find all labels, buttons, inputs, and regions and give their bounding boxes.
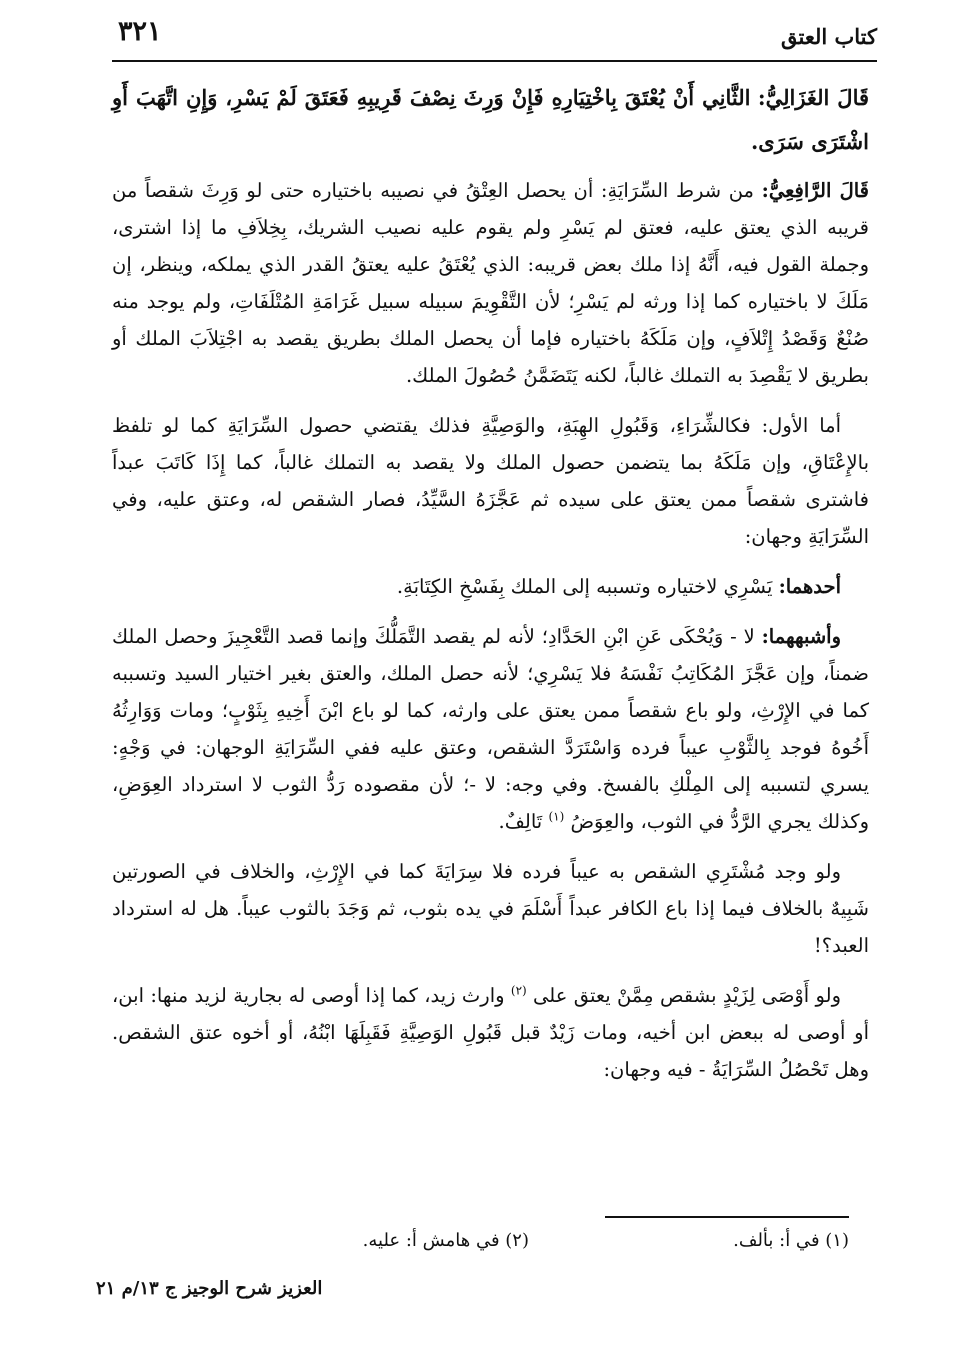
footnote-divider — [605, 1216, 849, 1218]
speaker-ghazali: قَالَ الغَزَالِيُّ: — [757, 85, 870, 110]
paragraph-buyer-defect — [112, 853, 869, 964]
paragraph-text: أما الأول: فكالشِّرَاءِ، وَقَبُولِ الهِبَةِ، والوَصِيَّةِ فذلك يقتضي حصول السِّرَايَةِ كما لو تلفظ بالإِعْتَاقِ، وإن مَلَكَهُ بما يتضمن حصول الملك ولا يقصد به التملك غالباً، كما إِذَا كَاتَبَ عبداً فاشترى شقصاً ممن يعتق على سيده ثم عَجَّزَهُ السَّيِّدُ، فصار الشقص له، وعتق عليه، وفي السِّرَايَةِ وجهان: — [112, 414, 869, 548]
paragraph-text-tail: وارث زيد، كما إذا أوصى له بجارية لزيد منها: ابن، أو أوصى له ببعض ابن أخيه، ومات زَيْدٌ قبل قَبُولِ الوَصِيَّةِ فَقَبِلَهَا ابْنُهُ، أو أخوه عتق الشقص. وهل تَحْصُلُ السِّرَايَةُ - فيه وجهان: — [112, 984, 869, 1081]
commentary-text: من شرط السِّرَايَةِ: أن يحصل العِتْقُ في نصيبه باختياره حتى لو وَرِثَ شقصاً من قريبه الذي يعتق عليه، فعتق لم يَسْرِ ولم يقوم عليه نصيب الشريك، بِخِلاَفِ ما إذا اشترى، وجملة القول فيه، أَنَّهُ إذا ملك بعض قريبه: الذي يُعْتَقُ عليه يعتقُ القدر الذي يملكه، وينظر، إن مَلَكَ لا باختياره كما إذا ورثه لم يَسْرِ؛ لأن التَّقْوِيمَ سبيله سبيل غَرَامَةِ المُتْلَفَاتِ، ولم يوجد منه صُنْعٌ وَقَصْدُ إِتْلاَفٍ، وإن مَلَكَهُ باختياره فإما أن يحصل الملك بطريق يقصد به اجْتِلاَبَ الملك أو بطريق لا يَقْصِدَ به التملك غالباً، لكنه يَتَضَمَّنُ حُصُولَ الملك. — [112, 179, 869, 387]
paragraph-first-view — [112, 568, 869, 605]
statement-text: الثَّانِي أَنْ يُعْتَقَ بِاخْتِيَارِهِ فَإِنْ وَرِثَ نِصْفَ قَرِيبِهِ فَعَتَقَ لَمْ يَسْرِ، وَإِنِ اتَّهَبَ أَوِ اشْتَرَى سَرَى. — [112, 85, 869, 154]
paragraph-first-case — [112, 407, 869, 555]
speaker-rafii: قَالَ الرَّافِعِيُّ: — [761, 179, 870, 202]
footnote-1: (١) في أ: بألف. — [733, 1230, 849, 1251]
chapter-title: كتاب العتق — [780, 24, 877, 49]
paragraph-bequest — [112, 977, 869, 1088]
main-text — [112, 76, 869, 1101]
paragraph-text-tail: تَالِفٌ. — [498, 810, 543, 833]
paragraph-text: ولو وجد مُشْتَرِي الشقص به عيباً فرده فلا سِرَايَةَ كما في الإِرْثِ، والخلاف في الصورتين شَبِيهٌ بالخلاف فيما إذا باع الكافر عبداً أَسْلَمَ في يده بثوب، ثم وَجَدَ بالثوب عيباً. هل له استرداد العبد؟! — [112, 860, 869, 957]
footnotes — [300, 1230, 849, 1262]
paragraph-text: ولو أَوْصَى لِزَيْدٍ بشقص مِمَّنْ يعتق على — [533, 984, 841, 1007]
label-first-view: أحدهما: — [778, 575, 841, 598]
label-second-view: وأشبههما: — [761, 625, 842, 648]
paragraph-second-view — [112, 618, 869, 840]
page-header — [112, 14, 877, 62]
paragraph-text: يَسْرِي لاختياره وتسببه إلى الملك بِفَسْخِ الكِتَابَةِ. — [396, 575, 773, 598]
rafii-commentary — [112, 172, 869, 394]
paragraph-text: لا - وَيُحْكَى عَنِ ابْنِ الحَدَّادِ؛ لأنه لم يقصد التَّمَلُّكَ وإنما قصد التَّعْجِيزَ وحصل الملك ضمناً، وإن عَجَّزَ المُكَاتِبُ نَفْسَهُ فلا يَسْرِي؛ لأنه حصل الملك، والعتق بغير اختيار السيد وتسببه كما في الإِرْثِ، ولو باع شقصاً ممن يعتق على وارثه، كما لو باع ابْنَ أَخِيهِ بِثَوْبٍ؛ ومات وَوَارِثُهُ أَخُوهُ فوجد بِالثَّوْبِ عيباً فرده وَاسْتَرَدَّ الشقص، وعتق عليه ففي السِّرَايَةِ الوجهان: في وَجْهٍ: يسري لتسببه إلى المِلْكِ بالفسخ. وفي وجه: لا -؛ لأن مقصوده رَدُّ الثوب لا استرداد العِوَضِ، وكذلك يجري الرَّدُّ في الثوب، والعِوَضُ — [112, 625, 869, 833]
page-number: ٣٢١ — [118, 16, 162, 47]
ghazali-statement — [112, 76, 869, 164]
footnote-2: (٢) في هامش أ: عليه. — [362, 1230, 529, 1251]
footnote-ref-2: (٢) — [510, 983, 527, 998]
page-footer: العزيز شرح الوجيز ج ١٣/م ٢١ — [96, 1278, 323, 1299]
footnote-ref-1: (١) — [548, 809, 565, 824]
